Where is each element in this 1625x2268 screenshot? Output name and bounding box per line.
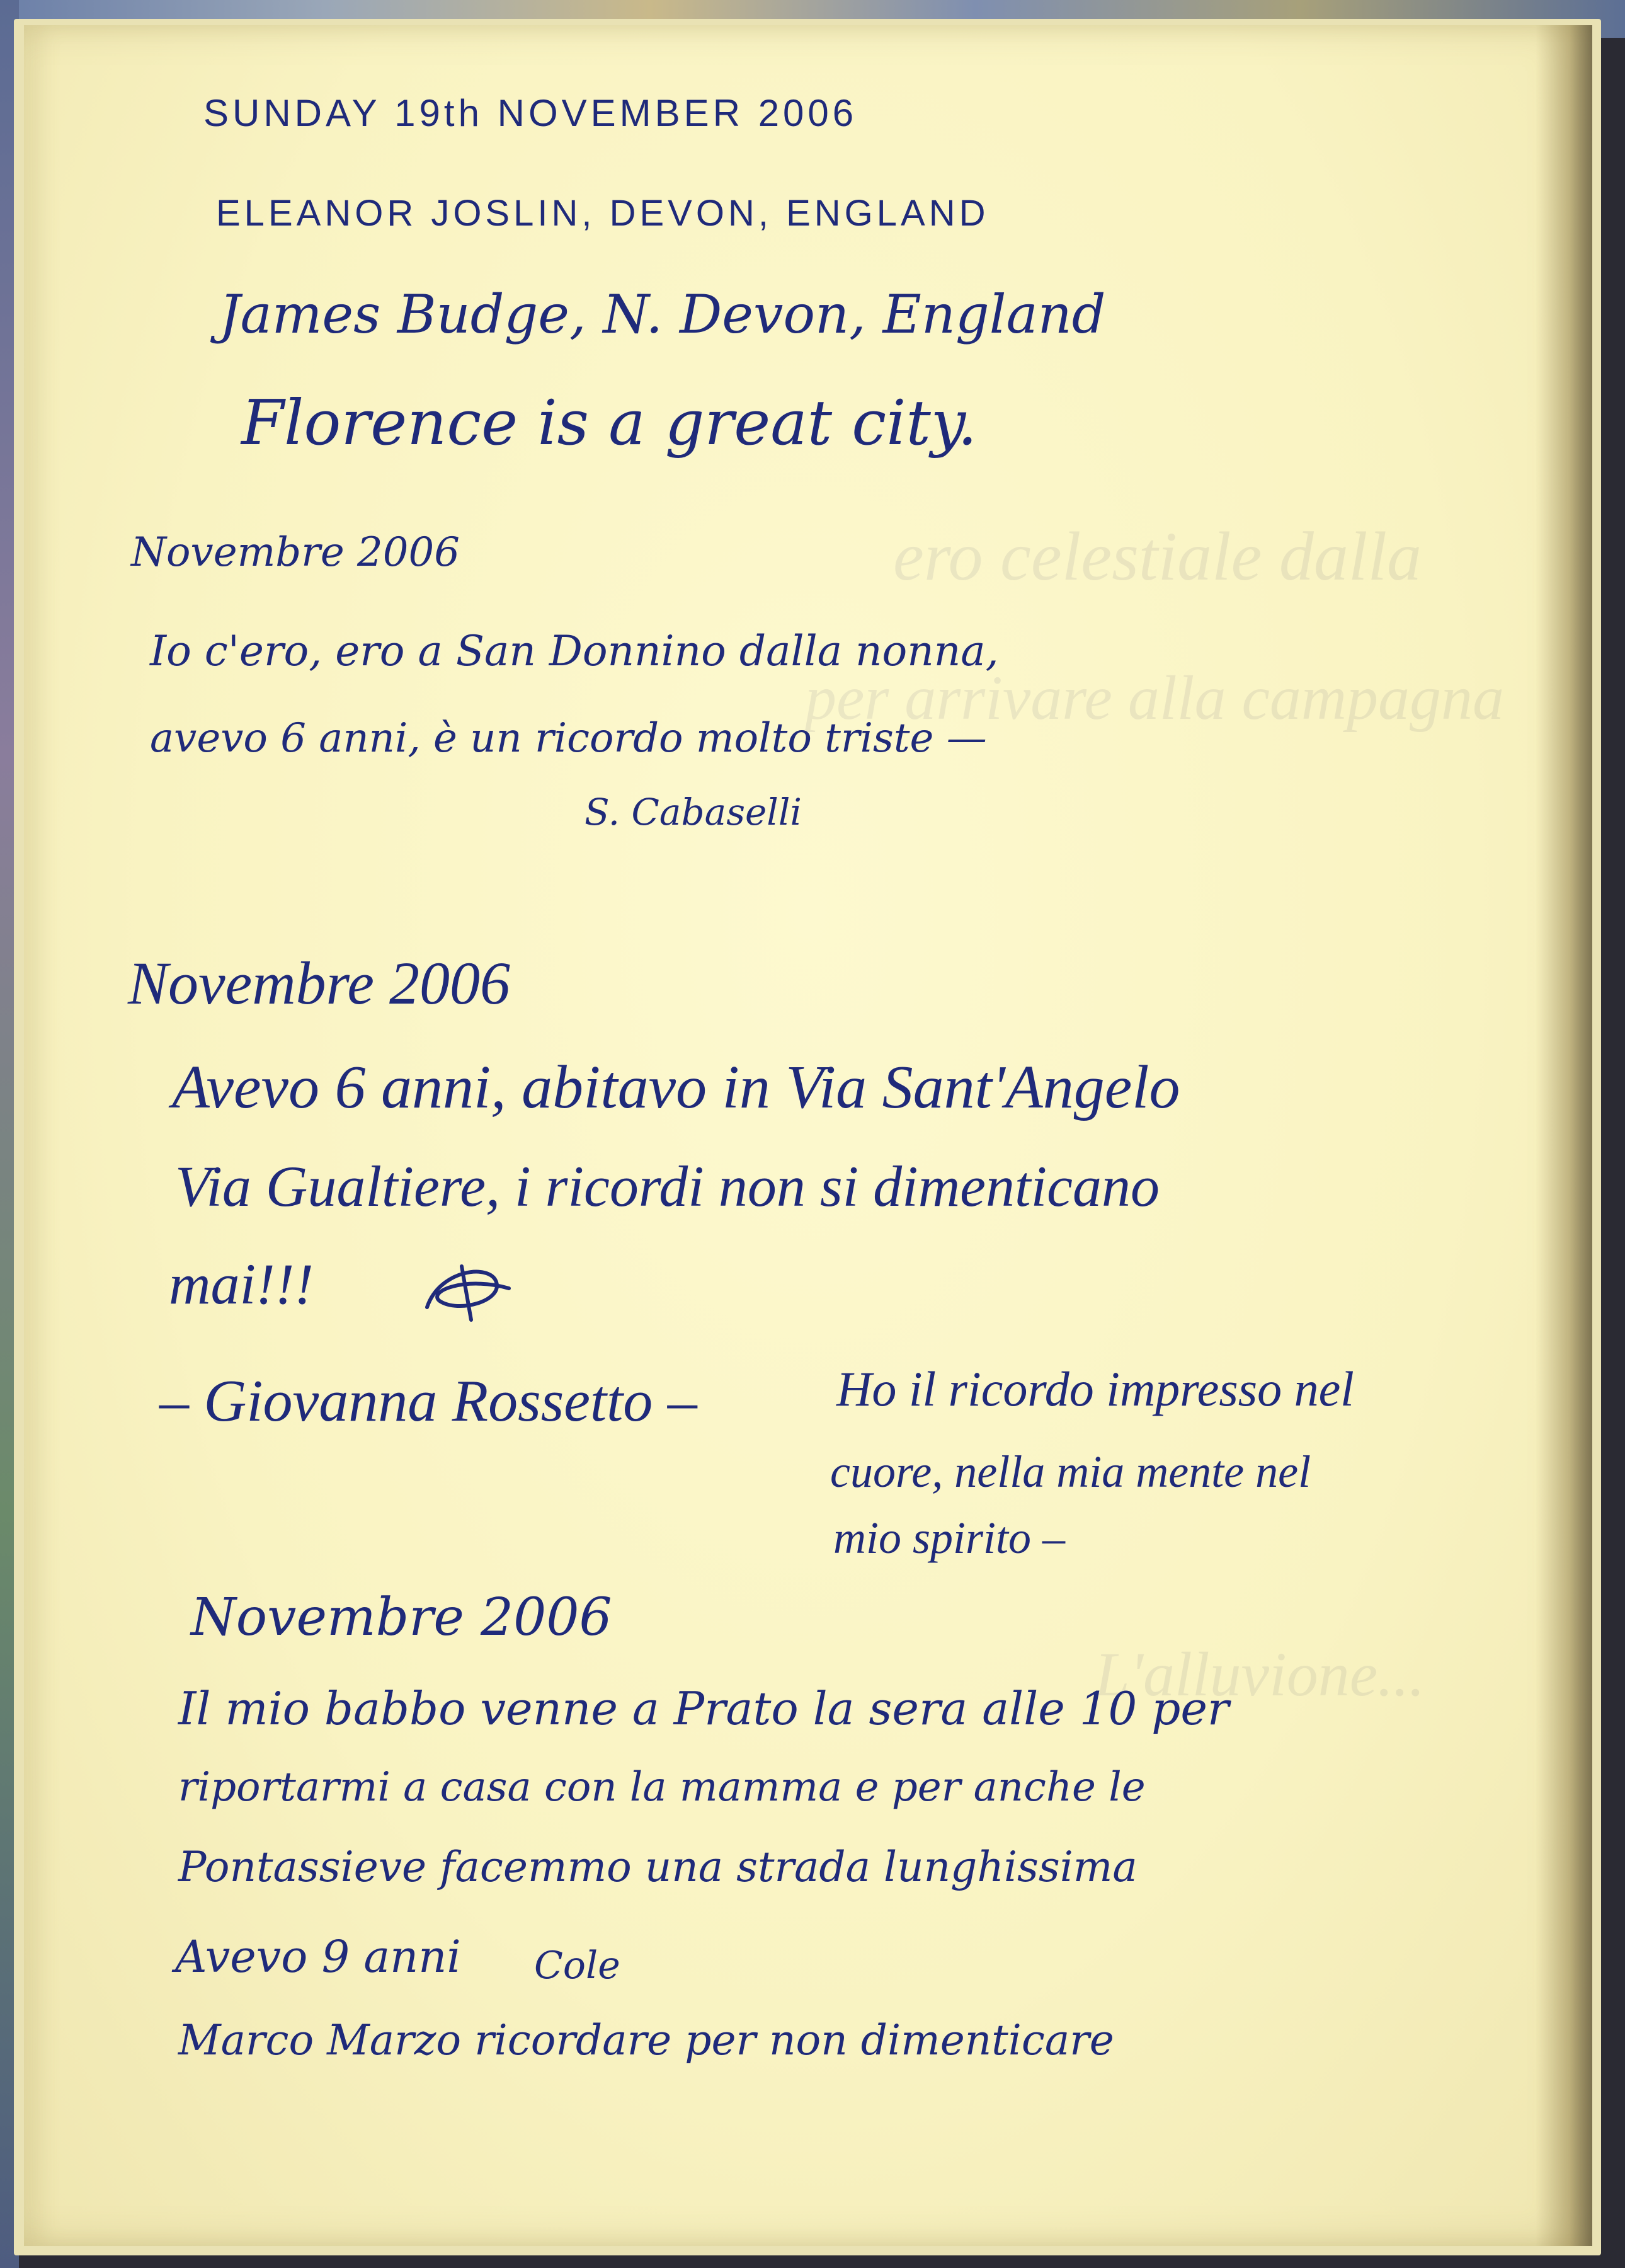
- entry4-line4: Avevo 9 anni: [175, 1931, 461, 1983]
- entry1-line4: Florence is a great city.: [241, 387, 978, 459]
- entry3-date: Novembre 2006: [128, 949, 510, 1017]
- entry4-line3: Pontassieve facemmo una strada lunghissima: [178, 1843, 1138, 1891]
- entry4-line2: riportarmi a casa con la mamma e per anche le: [178, 1764, 1146, 1811]
- entry3-line2: Via Gualtiere, i ricordi non si dimenticano: [175, 1154, 1160, 1218]
- entry3-note1: Ho il ricordo impresso nel: [836, 1361, 1354, 1416]
- entry2-line1: Io c'ero, ero a San Donnino dalla nonna,: [150, 627, 999, 675]
- entry4-date: Novembre 2006: [191, 1588, 612, 1647]
- entry2-signature: S. Cabaselli: [584, 791, 802, 833]
- entry1-line3: James Budge, N. Devon, England: [219, 284, 1106, 345]
- bleed-through-text: per arrivare alla campagna: [805, 663, 1505, 733]
- guestbook-page: [24, 25, 1592, 2246]
- entry3-note3: mio spirito –: [833, 1513, 1066, 1563]
- entry1-line1: SUNDAY 19th NOVEMBER 2006: [203, 92, 858, 134]
- entry2-date: Novembre 2006: [131, 529, 460, 576]
- page-gutter-shadow: [1536, 25, 1592, 2246]
- entry4-line1: Il mio babbo venne a Prato la sera alle 10 per: [178, 1682, 1229, 1735]
- initials-signature-mark: [402, 1257, 528, 1326]
- entry3-name: – Giovanna Rossetto –: [159, 1368, 697, 1434]
- entry4-initials: Cole: [534, 1944, 620, 1988]
- entry3-note2: cuore, nella mia mente nel: [830, 1446, 1311, 1497]
- entry3-line3: mai!!!: [169, 1252, 314, 1316]
- bleed-through-text: ero celestiale dalla: [893, 518, 1422, 595]
- entry1-line2: ELEANOR JOSLIN, DEVON, ENGLAND: [216, 193, 989, 234]
- entry4-line5: Marco Marzo ricordare per non dimenticare: [178, 2016, 1114, 2065]
- entry2-line2: avevo 6 anni, è un ricordo molto triste —: [150, 715, 987, 762]
- entry3-line1: Avevo 6 anni, abitavo in Via Sant'Angelo: [172, 1053, 1180, 1121]
- bleed-through-text: L'alluvione...: [1095, 1639, 1425, 1709]
